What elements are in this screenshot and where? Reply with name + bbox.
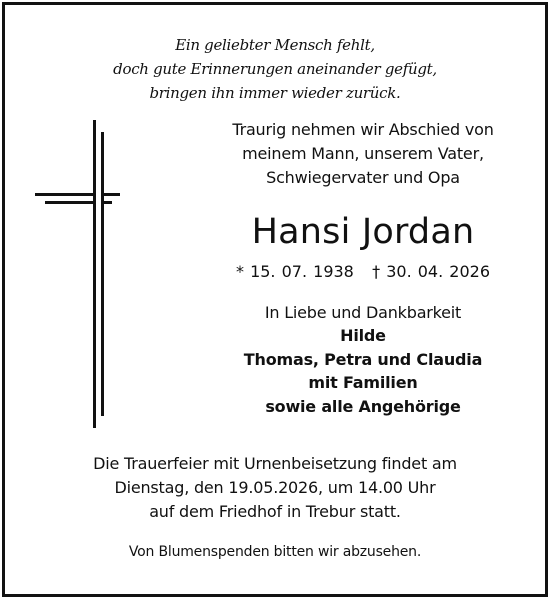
funeral-line-3: auf dem Friedhof in Trebur statt. [149,502,401,521]
mourners-line-4: mit Familien [308,373,418,393]
poem-line-1: Ein geliebter Mensch fehlt, [175,36,375,54]
mourners-list [185,301,541,418]
cross-icon [35,120,120,428]
birth-date: * 15. 07. 1938 [235,262,354,281]
memorial-poem [5,33,545,105]
mourners-line-1: In Liebe und Dankbarkeit [264,303,462,322]
deceased-name: Hansi Jordan [251,212,475,252]
poem-line-2: doch gute Erinnerungen aneinander gefügt, [113,60,437,78]
funeral-line-1: Die Trauerfeier mit Urnenbeisetzung findet am [93,454,457,473]
obituary-notice [2,2,548,597]
funeral-info [5,452,545,524]
mourners-line-3: Thomas, Petra und Claudia [243,349,483,369]
flowers-note: Von Blumenspenden bitten wir abzusehen. [128,544,422,560]
poem-line-3: bringen ihn immer wieder zurück. [149,84,401,102]
intro-line-3: Schwiegervater und Opa [266,168,460,187]
funeral-line-2: Dienstag, den 19.05.2026, um 14.00 Uhr [114,478,436,497]
mourners-line-2: Hilde [340,326,386,346]
intro-line-1: Traurig nehmen wir Abschied von [232,120,494,139]
intro-line-2: meinem Mann, unserem Vater, [242,144,484,163]
mourners-line-5: sowie alle Angehörige [265,396,461,416]
life-dates [185,260,541,284]
death-date: † 30. 04. 2026 [372,262,490,281]
farewell-intro [185,118,541,190]
